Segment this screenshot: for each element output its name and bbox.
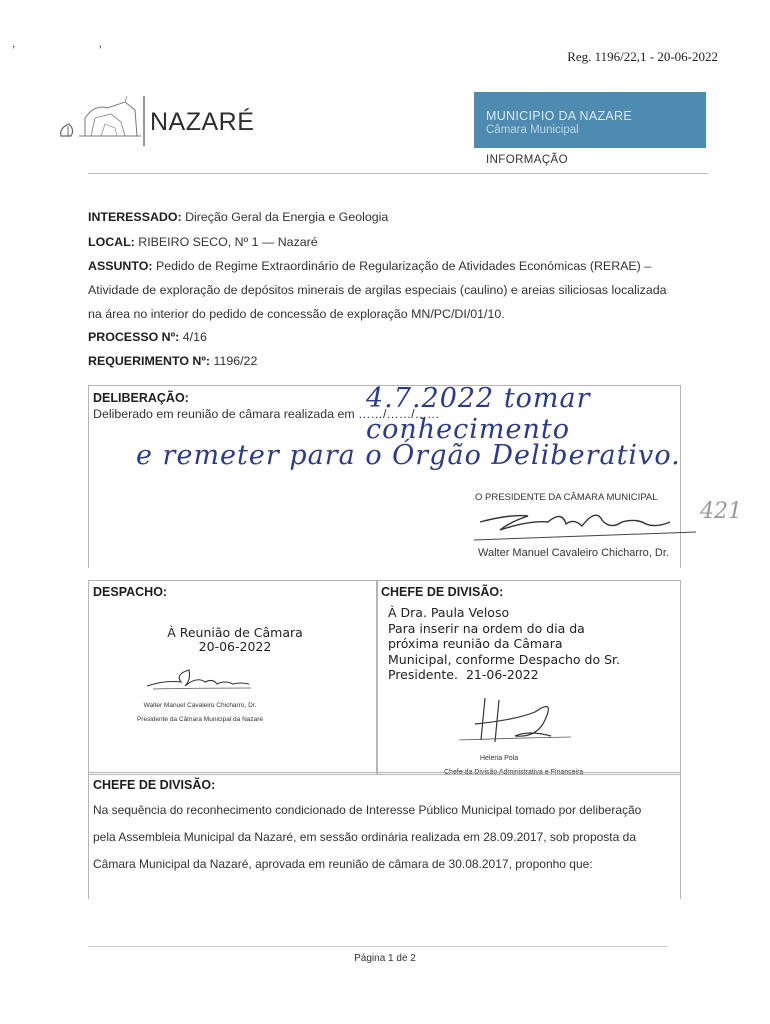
processo-value: 4/16 [182,330,207,344]
despacho-signature-icon [145,664,255,694]
presidente-name: Walter Manuel Cavaleiro Chicharro, Dr. [478,547,669,559]
assunto-line-2: Atividade de exploração de depósitos minerais de argilas especiais (caulino) e areias siliciosas localizada [88,283,667,297]
assunto-line-3: na área no interior do pedido de concessão de exploração MN/PC/DI/01/10. [88,307,505,321]
interessado-label: INTERESSADO: [88,210,182,224]
despacho-body [110,626,360,654]
local-value: RIBEIRO SECO, Nº 1 — Nazaré [138,235,318,249]
chefe-line-5: Presidente. [388,667,458,682]
local-label: LOCAL: [88,235,135,249]
handwritten-decision-line-1: 4.7.2022 tomar conhecimento [366,383,591,445]
despacho-date: 20-06-2022 [198,639,272,654]
despacho-line-1: À Reunião de Câmara [167,625,303,640]
chefe-divisao-title: CHEFE DE DIVISÃO: [381,585,504,599]
interessado-value: Direção Geral da Energia e Geologia [185,210,389,224]
presidente-label: O PRESIDENTE DA CÂMARA MUNICIPAL [475,492,658,503]
processo-label: PROCESSO Nº: [88,330,180,344]
handwritten-decision-line-2: e remeter para o Órgão Deliberativo. [136,440,681,471]
requerimento-label: REQUERIMENTO Nº: [88,354,211,368]
side-annotation: 421 [700,499,742,524]
scan-marks: , , [12,36,143,50]
registration-stamp: Reg. 1196/22,1 - 20-06-2022 [567,49,718,64]
presidente-signature-icon [470,500,700,545]
requerimento-value: 1196/22 [213,354,258,368]
chefe-divisao-proposal-body [93,797,673,878]
proposal-line-1: Na sequência do reconhecimento condicionado de Interesse Público Municipal tomado por deliberação [93,803,642,817]
chefe-line-2: Para inserir na ordem do dia da [388,620,585,636]
chefe-divisao-body [388,605,668,683]
logo-text: NAZARÉ [150,108,255,136]
municipality-title: MUNICIPIO DA NAZARE [486,109,632,123]
assunto-label: ASSUNTO: [88,259,153,273]
chefe-signer-name: Helena Pola [480,755,519,762]
deliberacao-title: DELIBERAÇÃO: [93,391,189,405]
chefe-divisao-proposal-title: CHEFE DE DIVISÃO: [93,778,216,792]
document-type: INFORMAÇÃO [486,154,568,166]
chefe-signature-icon [455,690,575,750]
assunto-line-1: Pedido de Regime Extraordinário de Regularização de Atividades Económicas (RERAE) – [155,259,652,273]
footer-divider [88,946,668,947]
proposal-line-2: pela Assembleia Municipal da Nazaré, em sessão ordinária realizada em 28.09.2017, sob proposta da [93,830,636,844]
requerimento-field [88,354,257,368]
page-number: Página 1 de 2 [354,953,416,964]
deliberacao-text: Deliberado em reunião de câmara realizada em ……/……/…… [93,407,440,421]
assunto-field [88,259,651,273]
chefe-line-4: Municipal, conforme Despacho do Sr. [388,651,621,667]
local-field [88,235,318,249]
municipality-subtitle: Câmara Municipal [486,124,579,136]
despacho-title: DESPACHO: [93,585,168,599]
proposal-line-3: Câmara Municipal da Nazaré, aprovada em reunião de câmara de 30.08.2017, proponho que: [93,857,593,871]
interessado-field [88,210,388,224]
chefe-date: 21-06-2022 [465,667,539,682]
chefe-line-1: À Dra. Paula Veloso [388,605,510,620]
processo-field [88,330,207,344]
header-divider [88,173,708,174]
chefe-line-3: próxima reunião da Câmara [388,636,563,651]
chefe-signer-role: Chefe da Divisão Administrativa e Financeira [444,769,584,776]
despacho-signer-name: Walter Manuel Cavaleiro Chicharro, Dr. [143,702,257,709]
despacho-signer-role: Presidente da Câmara Municipal da Nazaré [136,716,264,723]
